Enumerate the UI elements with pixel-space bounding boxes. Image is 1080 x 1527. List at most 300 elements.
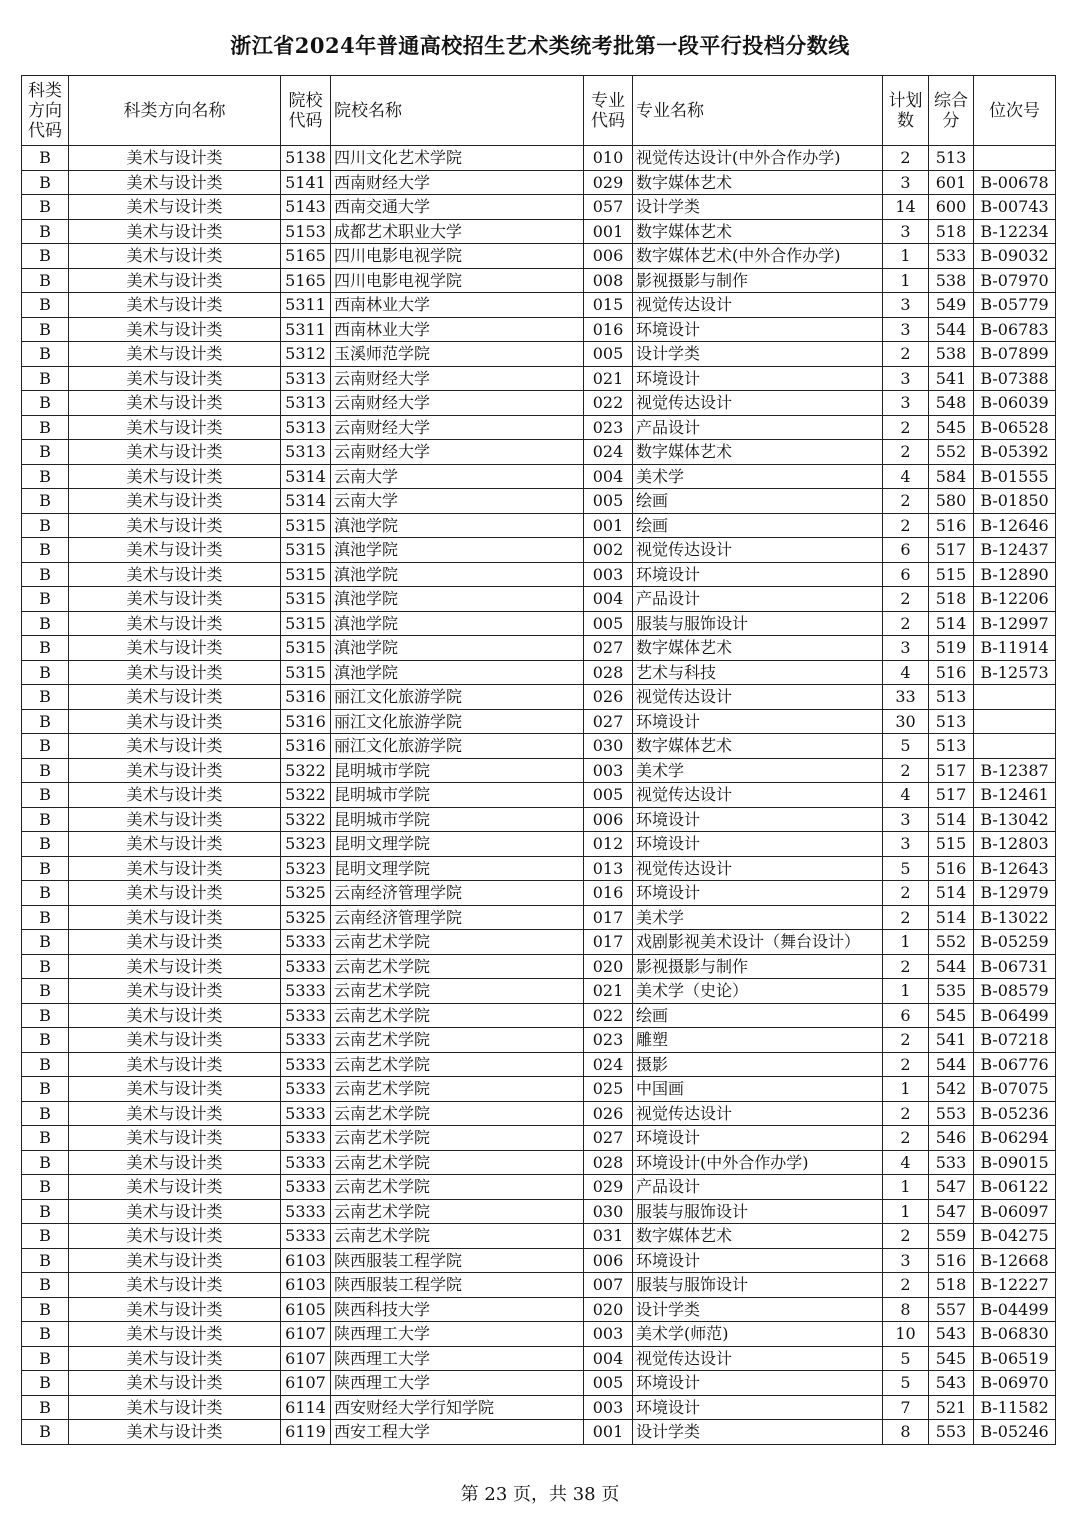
cell-school-name: 云南艺术学院 <box>331 1199 584 1224</box>
cell-major-name: 绘画 <box>633 1003 883 1028</box>
cell-category-code: B <box>22 440 69 465</box>
cell-rank: B-12227 <box>974 1273 1056 1298</box>
cell-plan: 2 <box>883 954 929 979</box>
cell-category-name: 美术与设计类 <box>69 513 281 538</box>
cell-rank <box>974 685 1056 710</box>
cell-rank: B-06528 <box>974 415 1056 440</box>
cell-category-name: 美术与设计类 <box>69 1371 281 1396</box>
cell-major-name: 影视摄影与制作 <box>633 954 883 979</box>
cell-major-code: 025 <box>584 1077 633 1102</box>
cell-school-name: 滇池学院 <box>331 587 584 612</box>
cell-rank: B-01850 <box>974 489 1056 514</box>
cell-category-name: 美术与设计类 <box>69 783 281 808</box>
cell-school-code: 5325 <box>281 905 331 930</box>
table-row <box>22 709 1056 734</box>
table-row <box>22 440 1056 465</box>
cell-major-name: 环境设计 <box>633 366 883 391</box>
cell-category-code: B <box>22 1322 69 1347</box>
cell-category-name: 美术与设计类 <box>69 219 281 244</box>
cell-category-code: B <box>22 1126 69 1151</box>
cell-score: 516 <box>929 1248 974 1273</box>
table-row <box>22 219 1056 244</box>
cell-school-code: 5315 <box>281 538 331 563</box>
cell-major-name: 美术学 <box>633 758 883 783</box>
cell-category-code: B <box>22 1101 69 1126</box>
cell-school-code: 5141 <box>281 170 331 195</box>
cell-score: 544 <box>929 1052 974 1077</box>
table-row <box>22 930 1056 955</box>
cell-major-code: 005 <box>584 611 633 636</box>
cell-plan: 2 <box>883 513 929 538</box>
cell-major-name: 数字媒体艺术 <box>633 734 883 759</box>
table-row <box>22 146 1056 171</box>
cell-school-name: 滇池学院 <box>331 562 584 587</box>
cell-major-name: 服装与服饰设计 <box>633 611 883 636</box>
cell-category-code: B <box>22 1297 69 1322</box>
table-row <box>22 293 1056 318</box>
cell-major-code: 027 <box>584 636 633 661</box>
cell-school-name: 玉溪师范学院 <box>331 342 584 367</box>
cell-school-name: 西南财经大学 <box>331 170 584 195</box>
table-row <box>22 1420 1056 1445</box>
cell-school-code: 5333 <box>281 1052 331 1077</box>
cell-category-code: B <box>22 1003 69 1028</box>
cell-category-code: B <box>22 293 69 318</box>
table-row <box>22 1248 1056 1273</box>
cell-rank: B-06830 <box>974 1322 1056 1347</box>
cell-rank: B-06519 <box>974 1346 1056 1371</box>
cell-category-code: B <box>22 195 69 220</box>
cell-category-code: B <box>22 1395 69 1420</box>
cell-score: 515 <box>929 832 974 857</box>
cell-school-code: 6107 <box>281 1346 331 1371</box>
table-row <box>22 464 1056 489</box>
table-row <box>22 1003 1056 1028</box>
cell-plan: 5 <box>883 734 929 759</box>
cell-major-name: 产品设计 <box>633 415 883 440</box>
cell-school-code: 6107 <box>281 1371 331 1396</box>
cell-category-code: B <box>22 1077 69 1102</box>
cell-school-code: 5313 <box>281 391 331 416</box>
cell-category-code: B <box>22 268 69 293</box>
cell-category-code: B <box>22 1028 69 1053</box>
cell-plan: 3 <box>883 807 929 832</box>
cell-major-code: 031 <box>584 1224 633 1249</box>
cell-school-code: 5333 <box>281 1126 331 1151</box>
cell-category-name: 美术与设计类 <box>69 464 281 489</box>
cell-rank: B-11582 <box>974 1395 1056 1420</box>
table-row <box>22 513 1056 538</box>
cell-score: 517 <box>929 758 974 783</box>
cell-category-code: B <box>22 146 69 171</box>
cell-plan: 1 <box>883 244 929 269</box>
cell-category-code: B <box>22 562 69 587</box>
table-row <box>22 954 1056 979</box>
table-row <box>22 1371 1056 1396</box>
cell-major-code: 001 <box>584 513 633 538</box>
header-plan: 计划数 <box>883 76 929 146</box>
cell-plan: 3 <box>883 317 929 342</box>
cell-rank: B-12646 <box>974 513 1056 538</box>
cell-rank: B-12803 <box>974 832 1056 857</box>
cell-category-name: 美术与设计类 <box>69 856 281 881</box>
cell-major-code: 020 <box>584 954 633 979</box>
cell-school-name: 云南大学 <box>331 489 584 514</box>
cell-school-code: 5165 <box>281 268 331 293</box>
cell-category-name: 美术与设计类 <box>69 930 281 955</box>
cell-category-name: 美术与设计类 <box>69 415 281 440</box>
cell-major-code: 028 <box>584 660 633 685</box>
cell-category-name: 美术与设计类 <box>69 1248 281 1273</box>
cell-major-name: 环境设计 <box>633 832 883 857</box>
cell-school-code: 5322 <box>281 758 331 783</box>
cell-major-name: 数字媒体艺术 <box>633 170 883 195</box>
cell-school-code: 5333 <box>281 1150 331 1175</box>
cell-category-name: 美术与设计类 <box>69 1395 281 1420</box>
table-row <box>22 195 1056 220</box>
cell-category-name: 美术与设计类 <box>69 195 281 220</box>
cell-score: 541 <box>929 366 974 391</box>
cell-plan: 6 <box>883 1003 929 1028</box>
cell-category-code: B <box>22 685 69 710</box>
cell-category-name: 美术与设计类 <box>69 1224 281 1249</box>
cell-category-code: B <box>22 1273 69 1298</box>
cell-school-name: 滇池学院 <box>331 660 584 685</box>
cell-score: 514 <box>929 611 974 636</box>
cell-category-name: 美术与设计类 <box>69 1028 281 1053</box>
cell-score: 553 <box>929 1101 974 1126</box>
cell-score: 518 <box>929 1273 974 1298</box>
cell-rank: B-05246 <box>974 1420 1056 1445</box>
cell-category-name: 美术与设计类 <box>69 1175 281 1200</box>
cell-rank: B-12437 <box>974 538 1056 563</box>
cell-category-code: B <box>22 881 69 906</box>
cell-category-code: B <box>22 391 69 416</box>
cell-category-name: 美术与设计类 <box>69 293 281 318</box>
table-row <box>22 317 1056 342</box>
cell-major-code: 004 <box>584 587 633 612</box>
cell-school-name: 滇池学院 <box>331 513 584 538</box>
cell-rank: B-13022 <box>974 905 1056 930</box>
cell-score: 548 <box>929 391 974 416</box>
cell-rank: B-00678 <box>974 170 1056 195</box>
cell-category-name: 美术与设计类 <box>69 954 281 979</box>
cell-score: 545 <box>929 1346 974 1371</box>
cell-category-name: 美术与设计类 <box>69 244 281 269</box>
admission-score-table <box>21 75 1056 1445</box>
cell-major-name: 绘画 <box>633 513 883 538</box>
cell-rank <box>974 146 1056 171</box>
cell-school-name: 四川电影电视学院 <box>331 268 584 293</box>
cell-category-code: B <box>22 1371 69 1396</box>
table-row <box>22 1224 1056 1249</box>
cell-category-name: 美术与设计类 <box>69 660 281 685</box>
cell-major-code: 004 <box>584 464 633 489</box>
table-row <box>22 1346 1056 1371</box>
cell-major-code: 026 <box>584 1101 633 1126</box>
cell-major-code: 003 <box>584 1322 633 1347</box>
cell-major-name: 美术学 <box>633 464 883 489</box>
cell-score: 518 <box>929 219 974 244</box>
cell-school-name: 昆明城市学院 <box>331 758 584 783</box>
cell-plan: 3 <box>883 293 929 318</box>
cell-school-name: 丽江文化旅游学院 <box>331 709 584 734</box>
cell-score: 544 <box>929 954 974 979</box>
cell-major-name: 美术学 <box>633 905 883 930</box>
cell-plan: 1 <box>883 268 929 293</box>
cell-score: 584 <box>929 464 974 489</box>
cell-category-code: B <box>22 856 69 881</box>
cell-major-code: 016 <box>584 317 633 342</box>
cell-school-name: 陕西理工大学 <box>331 1322 584 1347</box>
cell-school-name: 西南林业大学 <box>331 317 584 342</box>
cell-major-name: 服装与服饰设计 <box>633 1273 883 1298</box>
cell-school-code: 6107 <box>281 1322 331 1347</box>
cell-category-name: 美术与设计类 <box>69 1126 281 1151</box>
table-row <box>22 611 1056 636</box>
cell-score: 516 <box>929 856 974 881</box>
cell-category-name: 美术与设计类 <box>69 807 281 832</box>
cell-score: 514 <box>929 807 974 832</box>
table-row <box>22 636 1056 661</box>
cell-rank: B-12643 <box>974 856 1056 881</box>
cell-score: 557 <box>929 1297 974 1322</box>
cell-score: 544 <box>929 317 974 342</box>
cell-major-code: 006 <box>584 1248 633 1273</box>
cell-category-name: 美术与设计类 <box>69 1420 281 1445</box>
cell-school-name: 滇池学院 <box>331 538 584 563</box>
cell-plan: 2 <box>883 342 929 367</box>
cell-category-name: 美术与设计类 <box>69 881 281 906</box>
cell-category-name: 美术与设计类 <box>69 1003 281 1028</box>
cell-rank: B-06970 <box>974 1371 1056 1396</box>
cell-major-name: 环境设计 <box>633 709 883 734</box>
cell-major-name: 数字媒体艺术(中外合作办学) <box>633 244 883 269</box>
cell-major-name: 美术学（史论） <box>633 979 883 1004</box>
cell-major-code: 002 <box>584 538 633 563</box>
table-row <box>22 366 1056 391</box>
cell-school-name: 云南财经大学 <box>331 391 584 416</box>
cell-major-code: 005 <box>584 489 633 514</box>
cell-major-name: 视觉传达设计(中外合作办学) <box>633 146 883 171</box>
cell-school-name: 云南财经大学 <box>331 366 584 391</box>
cell-score: 533 <box>929 1150 974 1175</box>
cell-major-name: 视觉传达设计 <box>633 1101 883 1126</box>
cell-major-code: 005 <box>584 1371 633 1396</box>
cell-plan: 4 <box>883 660 929 685</box>
table-row <box>22 1297 1056 1322</box>
cell-category-code: B <box>22 1052 69 1077</box>
table-header-row <box>22 76 1056 146</box>
table-row <box>22 268 1056 293</box>
cell-score: 538 <box>929 342 974 367</box>
cell-school-code: 5333 <box>281 1028 331 1053</box>
cell-major-name: 环境设计 <box>633 317 883 342</box>
cell-score: 541 <box>929 1028 974 1053</box>
cell-school-name: 西南交通大学 <box>331 195 584 220</box>
cell-plan: 1 <box>883 979 929 1004</box>
cell-rank: B-06294 <box>974 1126 1056 1151</box>
cell-plan: 2 <box>883 489 929 514</box>
table-row <box>22 685 1056 710</box>
cell-school-code: 5153 <box>281 219 331 244</box>
table-row <box>22 587 1056 612</box>
table-row <box>22 538 1056 563</box>
cell-category-code: B <box>22 513 69 538</box>
cell-school-code: 5333 <box>281 1199 331 1224</box>
cell-category-name: 美术与设计类 <box>69 1273 281 1298</box>
cell-major-name: 环境设计 <box>633 1395 883 1420</box>
cell-school-code: 6119 <box>281 1420 331 1445</box>
cell-major-name: 设计学类 <box>633 1297 883 1322</box>
table-row <box>22 1199 1056 1224</box>
cell-school-name: 云南财经大学 <box>331 440 584 465</box>
cell-plan: 2 <box>883 905 929 930</box>
cell-category-code: B <box>22 1248 69 1273</box>
cell-plan: 4 <box>883 783 929 808</box>
cell-plan: 5 <box>883 1371 929 1396</box>
cell-major-name: 影视摄影与制作 <box>633 268 883 293</box>
table-row <box>22 1322 1056 1347</box>
cell-plan: 30 <box>883 709 929 734</box>
table-body <box>22 146 1056 1445</box>
cell-category-code: B <box>22 317 69 342</box>
cell-major-code: 023 <box>584 1028 633 1053</box>
cell-rank <box>974 734 1056 759</box>
cell-score: 513 <box>929 709 974 734</box>
header-category-name: 科类方向名称 <box>69 76 281 146</box>
cell-school-code: 5322 <box>281 807 331 832</box>
table-row <box>22 979 1056 1004</box>
cell-school-name: 西南林业大学 <box>331 293 584 318</box>
cell-school-name: 云南艺术学院 <box>331 1224 584 1249</box>
cell-major-name: 环境设计 <box>633 1371 883 1396</box>
cell-rank: B-06097 <box>974 1199 1056 1224</box>
cell-major-name: 视觉传达设计 <box>633 783 883 808</box>
cell-category-name: 美术与设计类 <box>69 146 281 171</box>
cell-category-name: 美术与设计类 <box>69 562 281 587</box>
cell-category-name: 美术与设计类 <box>69 440 281 465</box>
table-row <box>22 391 1056 416</box>
cell-rank: B-06776 <box>974 1052 1056 1077</box>
cell-score: 533 <box>929 244 974 269</box>
cell-major-name: 环境设计 <box>633 1248 883 1273</box>
cell-major-code: 005 <box>584 783 633 808</box>
cell-category-name: 美术与设计类 <box>69 709 281 734</box>
cell-category-code: B <box>22 709 69 734</box>
cell-plan: 1 <box>883 1199 929 1224</box>
page-footer: 第 23 页，共 38 页 <box>460 1484 620 1505</box>
cell-category-name: 美术与设计类 <box>69 1346 281 1371</box>
cell-major-name: 服装与服饰设计 <box>633 1199 883 1224</box>
cell-school-name: 陕西理工大学 <box>331 1371 584 1396</box>
cell-rank: B-12979 <box>974 881 1056 906</box>
cell-rank: B-08579 <box>974 979 1056 1004</box>
cell-major-code: 015 <box>584 293 633 318</box>
cell-plan: 3 <box>883 219 929 244</box>
cell-school-code: 5313 <box>281 415 331 440</box>
cell-category-code: B <box>22 244 69 269</box>
cell-school-name: 四川电影电视学院 <box>331 244 584 269</box>
cell-score: 549 <box>929 293 974 318</box>
cell-category-code: B <box>22 366 69 391</box>
cell-rank: B-12387 <box>974 758 1056 783</box>
cell-school-code: 5333 <box>281 930 331 955</box>
table-row <box>22 783 1056 808</box>
cell-rank: B-13042 <box>974 807 1056 832</box>
cell-rank: B-00743 <box>974 195 1056 220</box>
cell-plan: 2 <box>883 1273 929 1298</box>
cell-school-code: 5315 <box>281 587 331 612</box>
table-row <box>22 660 1056 685</box>
header-school-code: 院校代码 <box>281 76 331 146</box>
cell-school-code: 5325 <box>281 881 331 906</box>
cell-category-code: B <box>22 832 69 857</box>
table-row <box>22 1175 1056 1200</box>
cell-plan: 2 <box>883 1224 929 1249</box>
cell-school-code: 5316 <box>281 734 331 759</box>
table-row <box>22 1150 1056 1175</box>
cell-major-name: 视觉传达设计 <box>633 856 883 881</box>
header-score: 综合分 <box>929 76 974 146</box>
cell-major-name: 设计学类 <box>633 195 883 220</box>
cell-plan: 2 <box>883 1028 929 1053</box>
cell-plan: 6 <box>883 538 929 563</box>
cell-category-name: 美术与设计类 <box>69 366 281 391</box>
cell-category-name: 美术与设计类 <box>69 489 281 514</box>
cell-major-code: 005 <box>584 342 633 367</box>
header-major-name: 专业名称 <box>633 76 883 146</box>
cell-major-name: 环境设计 <box>633 807 883 832</box>
cell-major-name: 戏剧影视美术设计（舞台设计） <box>633 930 883 955</box>
cell-school-name: 云南艺术学院 <box>331 1101 584 1126</box>
cell-school-code: 5333 <box>281 1077 331 1102</box>
cell-score: 516 <box>929 513 974 538</box>
cell-category-code: B <box>22 954 69 979</box>
cell-plan: 2 <box>883 1101 929 1126</box>
cell-plan: 1 <box>883 1175 929 1200</box>
cell-category-code: B <box>22 1420 69 1445</box>
cell-rank: B-05236 <box>974 1101 1056 1126</box>
cell-plan: 2 <box>883 611 929 636</box>
cell-category-code: B <box>22 636 69 661</box>
cell-school-code: 5333 <box>281 979 331 1004</box>
cell-major-code: 030 <box>584 1199 633 1224</box>
cell-major-code: 004 <box>584 1346 633 1371</box>
cell-rank: B-12668 <box>974 1248 1056 1273</box>
cell-school-name: 云南艺术学院 <box>331 1150 584 1175</box>
cell-school-name: 云南艺术学院 <box>331 1126 584 1151</box>
cell-rank: B-01555 <box>974 464 1056 489</box>
cell-plan: 2 <box>883 587 929 612</box>
cell-plan: 3 <box>883 832 929 857</box>
cell-category-code: B <box>22 979 69 1004</box>
table-row <box>22 562 1056 587</box>
cell-major-code: 023 <box>584 415 633 440</box>
cell-score: 515 <box>929 562 974 587</box>
cell-school-name: 昆明城市学院 <box>331 807 584 832</box>
cell-major-name: 数字媒体艺术 <box>633 636 883 661</box>
cell-category-code: B <box>22 219 69 244</box>
cell-category-code: B <box>22 342 69 367</box>
cell-school-name: 陕西服装工程学院 <box>331 1273 584 1298</box>
cell-category-name: 美术与设计类 <box>69 758 281 783</box>
header-major-code: 专业代码 <box>584 76 633 146</box>
cell-school-code: 5315 <box>281 636 331 661</box>
cell-school-code: 5315 <box>281 660 331 685</box>
cell-major-code: 028 <box>584 1150 633 1175</box>
cell-school-name: 成都艺术职业大学 <box>331 219 584 244</box>
